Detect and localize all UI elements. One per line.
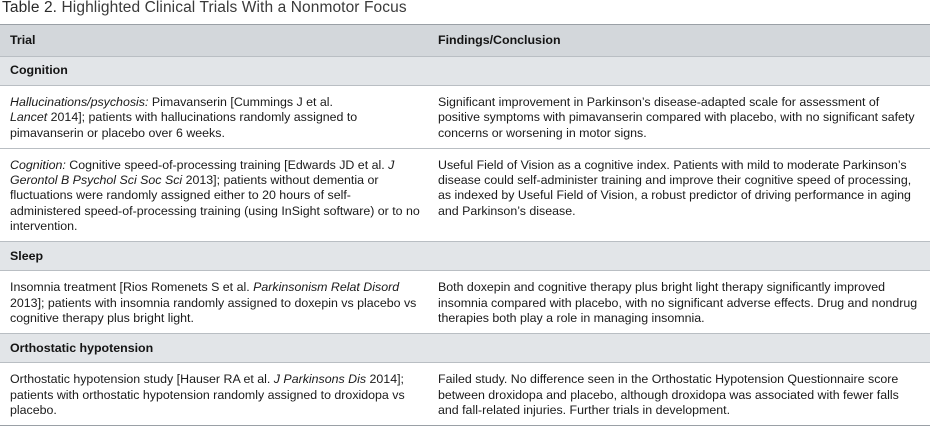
table-header-row bbox=[0, 25, 930, 57]
table-caption bbox=[0, 0, 930, 24]
section-filler bbox=[428, 334, 930, 363]
column-header-trial: Trial bbox=[0, 25, 428, 57]
findings-cell: Significant improvement in Parkinson’s disease-adapted scale for assessment of positive symptoms with pimavanserin compared with placebo, with no significant safety concerns or worsening in motor signs. bbox=[438, 95, 915, 140]
journal-name: J Parkinsons Dis bbox=[273, 372, 367, 387]
table-row bbox=[0, 271, 930, 334]
trial-category: Cognition: bbox=[10, 157, 66, 172]
section-filler bbox=[428, 242, 930, 271]
trial-text: 2013]; patients without dementia or fluctuations were randomly assigned either to 20 hours of self-administered speed-of-processing training (using InSight software) or to no intervention. bbox=[10, 173, 420, 234]
section-row-sleep bbox=[0, 242, 930, 271]
journal-name: Lancet bbox=[10, 110, 48, 125]
trial-text: Insomnia treatment [Rios Romenets S et al. bbox=[10, 280, 250, 295]
caption-label: Table 2. bbox=[2, 0, 58, 16]
section-label: Sleep bbox=[0, 242, 428, 271]
trials-table bbox=[0, 24, 930, 426]
findings-cell: Useful Field of Vision as a cognitive index. Patients with mild to moderate Parkinson’s disease could self-administer training and improve their cognitive speed of processing, as indexed by Useful Field of Vision, a robust predictor of driving performance in aging and Parkinson’s disease. bbox=[428, 148, 930, 241]
journal-name: Parkinsonism Relat Disord bbox=[253, 280, 400, 295]
section-filler bbox=[428, 57, 930, 86]
trial-cell bbox=[0, 271, 428, 334]
trial-text: 2013]; patients with insomnia randomly assigned to doxepin vs placebo vs cognitive therapy plus bright light. bbox=[10, 295, 417, 325]
findings-cell: Both doxepin and cognitive therapy plus bright light therapy significantly improved insomnia compared with placebo, with no significant adverse effects. Drug and nondrug therapies both play a role in managing insomnia. bbox=[438, 280, 918, 325]
section-label: Orthostatic hypotension bbox=[0, 334, 428, 363]
trial-text: 2014]; patients with hallucinations randomly assigned to pimavanserin or placebo over 6 weeks. bbox=[10, 110, 358, 140]
trial-text: Pimavanserin [Cummings J et al. bbox=[148, 95, 333, 109]
table-row bbox=[0, 148, 930, 241]
trial-text: Orthostatic hypotension study [Hauser RA et al. bbox=[10, 372, 271, 387]
findings-cell: Failed study. No difference seen in the Orthostatic Hypotension Questionnaire score between droxidopa and placebo, although droxidopa was associated with fewer falls and fall-related injuries. Further trials in development. bbox=[428, 363, 930, 426]
trial-cell bbox=[0, 148, 428, 241]
trial-cell bbox=[0, 363, 428, 426]
trial-text: 2014]; patients with orthostatic hypotension randomly assigned to droxidopa vs placebo. bbox=[10, 372, 405, 417]
section-row-orthostatic bbox=[0, 334, 930, 363]
section-row-cognition bbox=[0, 57, 930, 86]
journal-name: J Gerontol B Psychol Sci Soc Sci bbox=[10, 157, 395, 188]
trial-text: Cognitive speed-of-processing training [Edwards JD et al. bbox=[65, 157, 385, 172]
trial-cell bbox=[0, 86, 428, 149]
caption-title: Highlighted Clinical Trials With a Nonmotor Focus bbox=[61, 0, 407, 16]
table-row bbox=[0, 363, 930, 426]
trial-category: Hallucinations/psychosis: bbox=[10, 95, 149, 109]
column-header-findings: Findings/Conclusion bbox=[428, 25, 930, 57]
section-label: Cognition bbox=[0, 57, 428, 86]
table-row bbox=[0, 86, 930, 149]
